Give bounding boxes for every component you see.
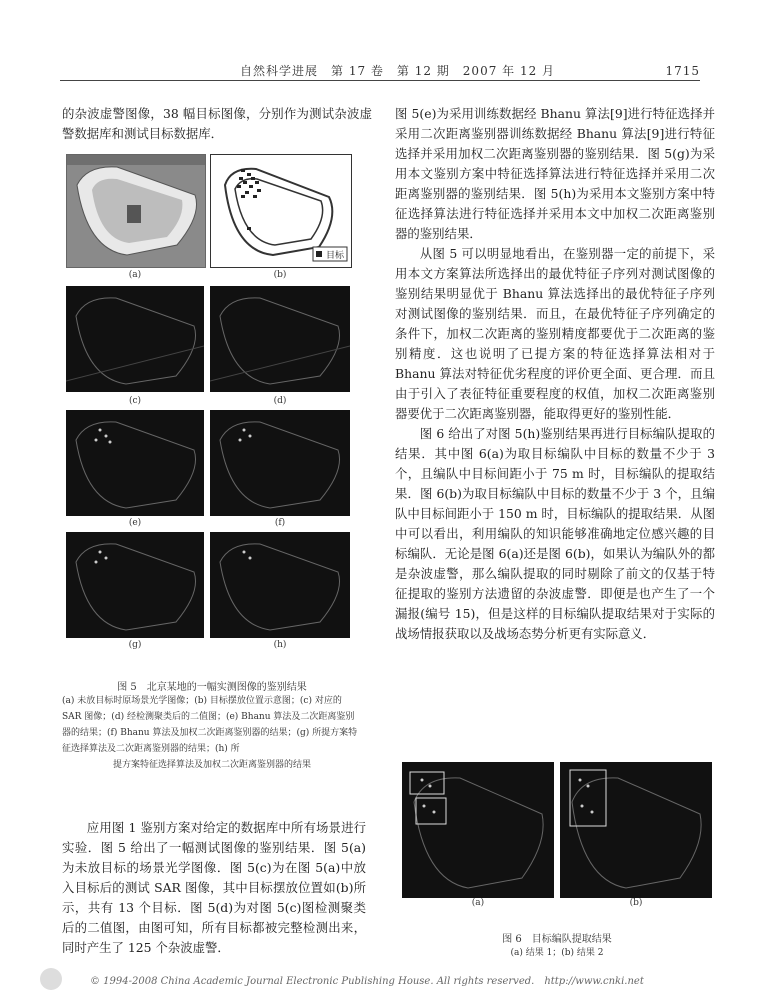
- figure-5f-result: [210, 410, 350, 516]
- formation-b-graphic: [560, 762, 712, 898]
- fig6-sublabel-b: (b): [629, 898, 643, 908]
- paragraph: 的杂波虚警图像，38 幅目标图像，分别作为测试杂波虚警数据库和测试目标数据库．: [62, 106, 372, 141]
- paragraph: 应用图 1 鉴别方案对给定的数据库中所有场景进行实验．图 5 给出了一幅测试图像的鉴别结果．图 5(a)为未放目标的场景光学图像．图 5(c)为在图 5(a)中放入目标后的测试 SAR 图像，其中目标摆放位置如(b)所示，共有 13 个目标．图 5(d)为对图 5(c)图检测聚类后的二值图，由图可知，所有目标都被完整检测出来，同时产生了 125 个杂波虚警．: [62, 820, 366, 955]
- paragraph: 图 5(e)为采用训练数据经 Bhanu 算法[9]进行特征选择并采用二次距离鉴别器训练数据经 Bhanu 算法[9]进行特征选择并采用加权二次距离鉴别器的鉴别结果．图 5(g)为采用本文鉴别方案中特征选择算法进行特征选择并采用二次距离鉴别器的鉴别结果．图 5(h)为采用本文鉴别方案中特征选择算法进行特征选择并采用本文中加权二次距离鉴别器的鉴别结果．: [395, 106, 715, 241]
- result-h-graphic: [210, 532, 350, 638]
- sublabel-e: (e): [128, 518, 142, 528]
- left-column-bottom: [62, 818, 366, 958]
- optical-scene-graphic: [67, 155, 205, 267]
- cnki-logo-icon: [40, 968, 62, 990]
- paragraph: 图 6 给出了对图 5(h)鉴别结果再进行目标编队提取的结果．其中图 6(a)为取目标编队中目标的数量不少于 3 个，且编队中目标间距小于 75 m 时，目标编队的提取结果．图 6(b)为取目标编队中目标的数量不少于 3 个，且编队中目标间距小于 150 m 时，目标编队的提取结果．从图中可以看出，利用编队的知识能够准确地定位感兴趣的目标编队．无论是图 6(a)还是图 6(b)，如果认为编队外的都是杂波虚警，那么编队提取的同时剔除了前文的仅基于特征提取的鉴别方法遗留的杂波虚警．即便是也产生了一个漏报(编号 15)，但是这样的目标编队提取结果对于实际的战场情报获取以及战场态势分析更有实际意义．: [395, 426, 715, 641]
- copyright-footer: © 1994-2008 China Academic Journal Electronic Publishing House. All rights reserved. http://www.cnki.net: [90, 976, 644, 987]
- legend-label: 目标: [326, 251, 345, 261]
- sublabel-f: (f): [274, 518, 286, 528]
- paragraph: 从图 5 可以明显地看出，在鉴别器一定的前提下，采用本文方案算法所选择出的最优特征子序列对测试图像的鉴别结果明显优于 Bhanu 算法选择出的最优特征子序列对测试图像的鉴别结果．而且，在最优特征子序列确定的条件下，加权二次距离的鉴别精度都要优于二次距离的鉴别精度．这也说明了已提方案的特征选择算法相对于 Bhanu 算法对特征优劣程度的评价更全面、更合理．而且由于引入了表征特征重要程度的权值，加权二次距离鉴别器要优于二次距离鉴别器，能取得更好的鉴别性能．: [395, 246, 715, 421]
- result-e-graphic: [66, 410, 204, 516]
- figure-5h-result: [210, 532, 350, 638]
- sublabel-d: (d): [273, 396, 287, 406]
- figure-5b-placement-diagram: [210, 154, 352, 268]
- figure-5-caption: [62, 678, 362, 773]
- figure-5d-binary-image: [210, 286, 350, 392]
- figure-6-caption-body: (a) 结果 1；(b) 结果 2: [510, 948, 604, 958]
- right-column: [395, 104, 715, 644]
- result-g-graphic: [66, 532, 204, 638]
- sublabel-b: (b): [273, 270, 287, 280]
- sublabel-g: (g): [128, 640, 142, 650]
- formation-a-graphic: [402, 762, 554, 898]
- figure-5c-sar-image: [66, 286, 204, 392]
- sar-graphic: [66, 286, 204, 392]
- figure-5-caption-title: 图 5 北京某地的一幅实测图像的鉴别结果: [117, 682, 307, 693]
- running-header: [60, 58, 700, 82]
- fig6-sublabel-a: (a): [471, 898, 485, 908]
- journal-info: 自然科学进展 第 17 卷 第 12 期 2007 年 12 月: [240, 64, 556, 78]
- figure-6a-image: [402, 762, 554, 898]
- left-column-top: [62, 104, 372, 144]
- figure-6: [398, 760, 716, 910]
- sublabel-c: (c): [128, 396, 142, 406]
- sublabel-a: (a): [128, 270, 142, 280]
- figure-6-caption-title: 图 6 目标编队提取结果: [502, 934, 612, 945]
- page-number: 1715: [665, 64, 700, 78]
- binary-graphic: [210, 286, 350, 392]
- figure-6-caption: [398, 930, 716, 961]
- figure-5: [62, 152, 354, 672]
- figure-6b-image: [560, 762, 712, 898]
- figure-5-caption-last: 提方案特征选择算法及加权二次距离鉴别器的结果: [112, 760, 311, 770]
- figure-5e-result: [66, 410, 204, 516]
- figure-5-caption-body: (a) 未放目标时原场景光学图像；(b) 目标摆放位置示意图；(c) 对应的 SAR 图像；(d) 经检测聚类后的二值图；(e) Bhanu 算法及二次距离鉴别器的结果；(f) Bhanu 算法及加权二次距离鉴别器的结果；(g) 所提方案特征选择算法及二次距离鉴别器的结果；(h) 所: [62, 696, 358, 754]
- figure-5a-optical-image: [66, 154, 206, 268]
- result-f-graphic: [210, 410, 350, 516]
- sublabel-h: (h): [273, 640, 287, 650]
- figure-5g-result: [66, 532, 204, 638]
- header-rule: [60, 80, 700, 81]
